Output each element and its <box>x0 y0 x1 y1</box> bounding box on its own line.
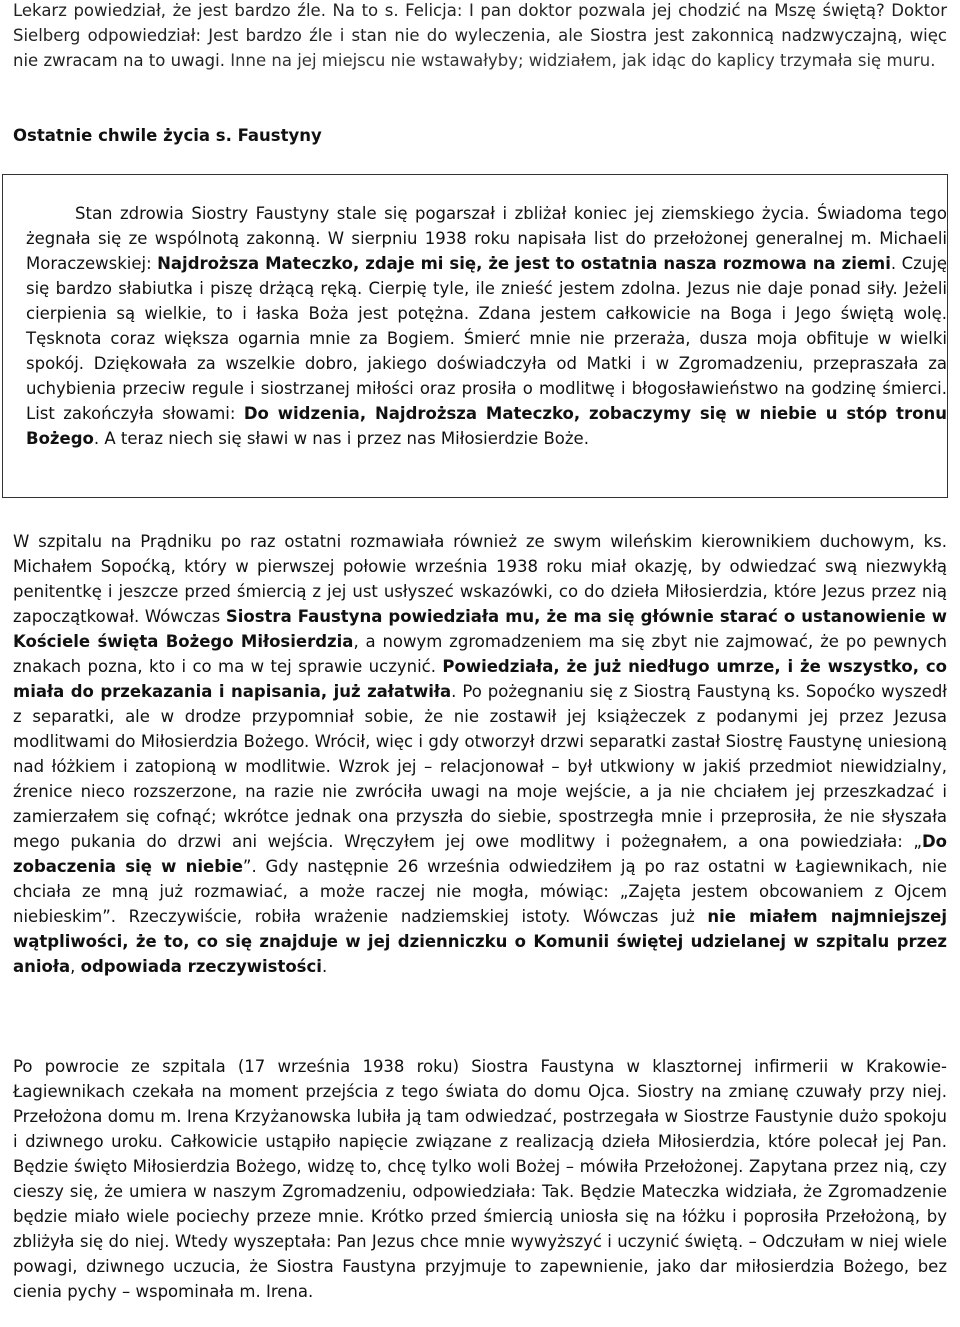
text-segment: . Czuję się bardzo słabiutka i piszę drżącą ręką. Cierpię tyle, ile znieść jestem zdolna. Jezus nie daje ponad siły. Jeżeli cierpienia są wielkie, to i łaska Boża jest potężna. Zdana jestem całkowicie na Boga i Jego świętą wolę. Tęsknota coraz większa ogarnia mnie za Bogiem. Śmierć mnie nie przeraża, dusza moja obfituje w wielki spokój. Dziękowała za wszelkie dobro, jakiego doświadczyła od Matki i w Zgromadzeniu, przepraszała za uchybienia przeciw regule i siostrzanej miłości oraz prosiła o modlitwę i błogosławieństwo na godzinę śmierci. List zakończyła słowami: <box>26 254 947 423</box>
text-segment: Po powrocie ze szpitala (17 września 1938 roku) Siostra Faustyna w klasztornej infirmerii w Krakowie-Łagiewnikach czekała na moment przejścia z tego świata do domu Ojca. Siostry na zmianę czuwały przy niej. Przełożona domu m. Irena Krzyżanowska lubiła ją tam odwiedzać, postrzegała w Siostrze Faustynie dużo spokoju i dziwnego uroku. Całkowicie ustąpiło napięcie związane z realizacją dzieła Miłosierdzia, które polecał jej Pan. Będzie święto Miłosierdzia Bożego, widzę to, chcę tylko woli Bożej – mówiła Przełożonej. Zapytana przez nią, czy cieszy się, że umiera w naszym Zgromadzeniu, odpowiedziała: Tak. Będzie Mateczka widziała, że Zgromadzenie będzie miało wiele pociechy przeze mnie. Krótko przed śmiercią uniosła się na łóżku i poprosiła Przełożoną, by zbliżyła się do niej. Wtedy wyszeptała: Pan Jezus chce mnie wywyższyć i uczynić świętą. – Odczułam w niej wiele powagi, dziwnego uczucia, że Siostra Faustyna przyjmuje to zapewnienie, jako dar miłosierdzia Bożego, bez cienia pychy – wspominała m. Irena. <box>13 1057 947 1301</box>
final-days-paragraph <box>13 1054 947 1304</box>
text-segment: Stan zdrowia Siostry Faustyny stale się pogarszał i zbliżał koniec jej ziemskiego życia. Świadoma tego żegnała się ze wspólnotą zakonną. W sierpniu 1938 roku napisała list do przełożonej generalnej m. Michaeli Moraczewskiej: <box>26 204 947 273</box>
text-segment: ”. Gdy następnie 26 września odwiedziłem ją po raz ostatni w Łagiewnikach, nie chciała ze mną już rozmawiać, a może raczej nie mogła, mówiąc: „Zajęta jestem obcowaniem z Ojcem niebieskim”. Rzeczywiście, robiła wrażenie nadziemskiej istoty. Wówczas już <box>13 857 948 926</box>
bold-text-segment: Powiedziała, że już niedługo umrze, i że wszystko, co miała do przekazania i napisania, już załatwiła <box>13 657 948 701</box>
text-segment: Inne na jej miejscu nie wstawałyby; widziałem, jak idąc do kaplicy trzymała się muru. <box>230 51 936 70</box>
bold-text-segment: odpowiada rzeczywistości <box>80 957 322 976</box>
text-segment: . <box>321 957 328 976</box>
bold-text-segment: Do zobaczenia się w niebie <box>13 832 947 876</box>
bold-text-segment: Do widzenia, Najdroższa Mateczko, zobaczymy się w niebie u stóp tronu Bożego <box>26 404 947 448</box>
letter-quote-box <box>2 174 948 498</box>
bold-text-segment: nie miałem najmniejszej wątpliwości, że to, co się znajduje w jej dzienniczku o Komunii świętej udzielanej w szpitalu przez anioła <box>13 907 947 976</box>
text-segment: . A teraz niech się sławi w nas i przez nas Miłosierdzie Boże. <box>93 429 589 448</box>
text-segment: W szpitalu na Prądniku po raz ostatni rozmawiała również ze swym wileńskim kierownikiem duchowym, ks. Michałem Sopoćką, który w pierwszej połowie września 1938 roku miał okazję, by odwiedzać swą niezwykłą penitentkę i jeszcze przed śmiercią z jej ust usłyszeć wskazówki, co do dzieła Miłosierdzia, które Jezus przez nią zapoczątkował. Wówczas <box>13 532 947 626</box>
intro-paragraph <box>13 0 947 73</box>
letter-quote-paragraph <box>26 201 947 451</box>
text-segment: , a nowym zgromadzeniem ma się zbyt nie zajmować, że po pewnych znakach pozna, kto i co ma w tej sprawie uczynić. <box>13 632 947 676</box>
text-segment: , <box>70 957 81 976</box>
text-segment: . Po pożegnaniu się z Siostrą Faustyną ks. Sopoćko wyszedł z separatki, ale w drodze przypomniał sobie, że nie zostawił jej książeczek z podanymi jej przez Jezusa modlitwami do Miłosierdzia Bożego. Wrócił, więc i gdy otworzył drzwi separatki zastał Siostrę Faustynę uniesioną nad łóżkiem i zatopioną w modlitwie. Wzrok jej – relacjonował – był utkwiony w jakiś przedmiot niewidzialny, źrenice nieco rozszerzone, na razie nie zwróciła uwagi na moje wejście, a ja nie chciałem jej przeszkadzać i zamierzałem się cofnąć; wkrótce jednak ona przyszła do siebie, spostrzegła mnie i przeprosiła, że nie słyszała mego pukania do drzwi ani wejścia. Wręczyłem jej owe modlitwy i pożegnałem, a ona powiedziała: „ <box>13 682 947 851</box>
letter-quote-text <box>26 204 947 448</box>
bold-text-segment: Najdroższa Mateczko, zdaje mi się, że jest to ostatnia nasza rozmowa na ziemi <box>157 254 891 273</box>
section-heading: Ostatnie chwile życia s. Faustyny <box>13 126 322 145</box>
text-segment: Lekarz powiedział, że jest bardzo źle. Na to s. Felicja: I pan doktor pozwala jej chodzić na Mszę świętą? Doktor Sielberg odpowiedział: Jest bardzo źle i stan nie do wyleczenia, ale Siostra jest zakonnicą nadzwyczajną, więc nie zwracam na to uwagi. <box>13 1 947 70</box>
bold-text-segment: Siostra Faustyna powiedziała mu, że ma się głównie starać o ustanowienie w Kościele święta Bożego Miłosierdzia <box>13 607 947 651</box>
hospital-paragraph <box>13 529 947 979</box>
